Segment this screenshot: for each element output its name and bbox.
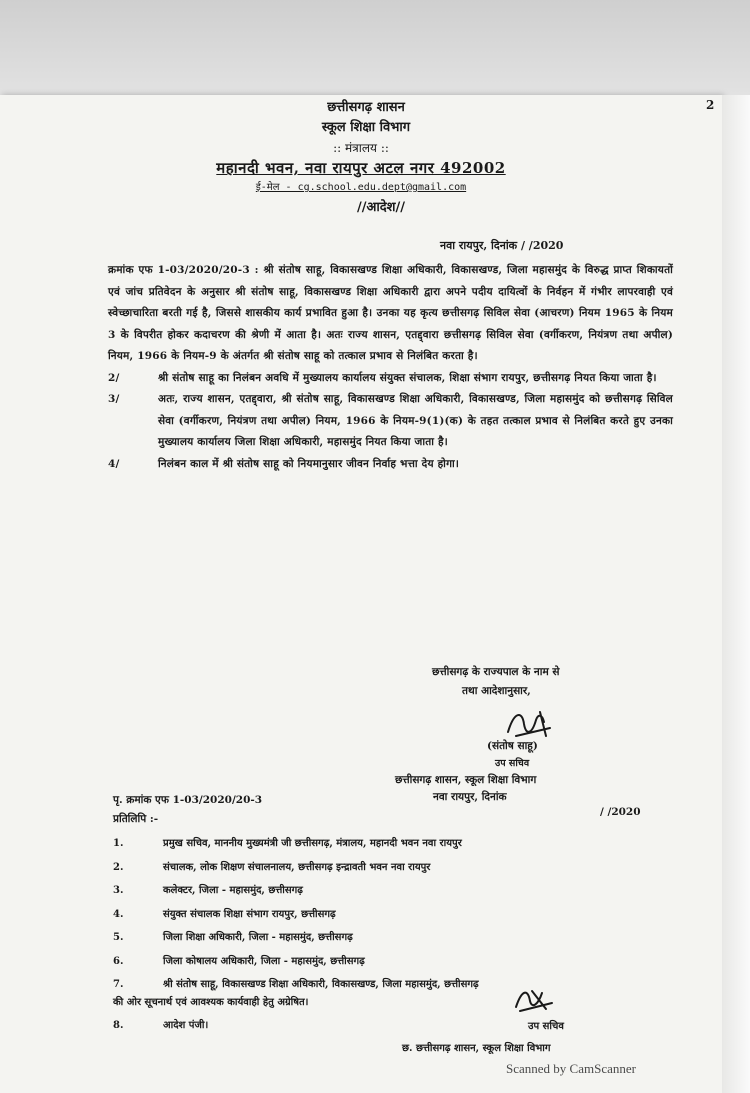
paragraph-text: अतः, राज्य शासन, एतद्द्वारा, श्री संतोष साहू, विकासखण्ड शिक्षा अधिकारी, विकासखण्ड, जिला महासमुंद को छत्तीसगढ़ सिविल सेवा (वर्गीकरण, नियंत्रण तथा अपील) नियम, 1966 के नियम-9(1)(क) के तहत तत्काल प्रभाव से निलंबित करते हुए उनका मुख्यालय कार्यालय जिला शिक्षा अधिकारी, महासमुंद नियत किया जाता है। xyxy=(158,393,673,448)
numbered-paragraph xyxy=(108,368,673,390)
main-paragraph: क्रमांक एफ 1-03/2020/20-3 : श्री संतोष साहू, विकासखण्ड शिक्षा अधिकारी, विकासखण्ड, जिला महासमुंद के विरुद्ध प्राप्त शिकायतों एवं जांच प्रतिवेदन के अनुसार श्री संतोष साहू, विकासखण्ड शिक्षा अधिकारी द्वारा अपने पदीय दायित्वों के निर्वहन में गंभीर लापरवाही एवं स्वेच्छाचारिता बरती गई है, जिससे शासकीय कार्य प्रभावित हुआ है। उनका यह कृत्य छत्तीसगढ़ सिविल सेवा (आचरण) नियम 1965 के नियम 3 के विपरीत होकर कदाचरण की श्रेणी में आता है। अतः राज्य शासन, एतद्द्वारा छत्तीसगढ़ सिविल सेवा (वर्गीकरण, नियंत्रण तथा अपील) नियम, 1966 के नियम-9 के अंतर्गत श्री संतोष साहू को तत्काल प्रभाव से निलंबित करता है। xyxy=(108,264,673,362)
signatory-designation: उप सचिव xyxy=(495,758,530,769)
list-text: जिला शिक्षा अधिकारी, जिला - महासमुंद, छत्तीसगढ़ xyxy=(163,932,353,943)
numbered-paragraph xyxy=(108,389,673,454)
list-number: 6. xyxy=(113,955,124,967)
list-text: प्रमुख सचिव, माननीय मुख्यमंत्री जी छत्तीसगढ़, मंत्रालय, महानदी भवन नवा रायपुर xyxy=(163,838,462,849)
footer-department: छ. छत्तीसगढ़ शासन, स्कूल शिक्षा विभाग xyxy=(402,1043,551,1054)
list-number: 8. xyxy=(113,1020,124,1031)
letterhead xyxy=(0,98,722,218)
scanner-watermark: Scanned by CamScanner xyxy=(506,1061,636,1076)
list-item xyxy=(113,926,673,950)
authority-line: छत्तीसगढ़ के राज्यपाल के नाम से xyxy=(432,666,560,678)
list-item xyxy=(113,856,673,880)
list-item-continuation xyxy=(113,991,673,1015)
list-number: 1. xyxy=(113,838,124,849)
authority-block xyxy=(432,663,560,701)
list-text: श्री संतोष साहू, विकासखण्ड शिक्षा अधिकारी, विकासखण्ड, जिला महासमुंद, छत्तीसगढ़ xyxy=(163,979,479,990)
scan-top-shadow xyxy=(0,0,750,95)
order-body xyxy=(108,260,673,475)
signatory-name: (संतोष साहू) xyxy=(487,740,538,752)
header-ministry: :: मंत्रालय :: xyxy=(333,141,389,155)
list-item xyxy=(113,832,673,856)
list-text: संचालक, लोक शिक्षण संचालनालय, छत्तीसगढ़ इन्द्रावती भवन नवा रायपुर xyxy=(163,861,431,873)
header-email: ई-मेल - cg.school.edu.dept@gmail.com xyxy=(255,182,467,193)
list-item xyxy=(113,1014,673,1038)
paragraph-number: 2/ xyxy=(108,371,120,384)
endorsement-number: पृ. क्रमांक एफ 1-03/2020/20-3 xyxy=(113,794,263,806)
list-item xyxy=(113,950,673,974)
list-number: 2. xyxy=(113,861,124,873)
copy-to-label: प्रतिलिपि :- xyxy=(113,813,159,825)
list-text: जिला कोषालय अधिकारी, जिला - महासमुंद, छत्तीसगढ़ xyxy=(163,955,365,967)
numbered-paragraph xyxy=(108,454,673,476)
list-text: कलेक्टर, जिला - महासमुंद, छत्तीसगढ़ xyxy=(163,885,303,896)
list-number: 4. xyxy=(113,908,124,920)
header-department: स्कूल शिक्षा विभाग xyxy=(321,120,411,135)
signatory-place: नवा रायपुर, दिनांक xyxy=(433,791,507,803)
header-order-title: //आदेश// xyxy=(356,200,406,215)
paragraph-number: 3/ xyxy=(108,393,120,405)
list-number: 7. xyxy=(113,979,124,990)
list-number: 3. xyxy=(113,885,124,896)
list-text: आदेश पंजी। xyxy=(163,1020,209,1031)
footer-signature-mark xyxy=(512,985,556,1013)
order-date: नवा रायपुर, दिनांक / /2020 xyxy=(440,239,564,252)
copy-list xyxy=(113,832,673,1038)
list-text: संयुक्त संचालक शिक्षा संभाग रायपुर, छत्तीसगढ़ xyxy=(163,908,336,920)
signatory-department: छत्तीसगढ़ शासन, स्कूल शिक्षा विभाग xyxy=(395,774,537,786)
list-item xyxy=(113,879,673,903)
endorsement-date: / /2020 xyxy=(600,806,641,818)
header-government: छत्तीसगढ़ शासन xyxy=(327,100,405,115)
signatory-block xyxy=(395,738,538,806)
paragraph-text: निलंबन काल में श्री संतोष साहू को नियमानुसार जीवन निर्वाह भत्ता देय होगा। xyxy=(158,457,460,470)
footer-signatory-designation: उप सचिव xyxy=(528,1021,564,1032)
signature-mark xyxy=(502,706,562,742)
list-item xyxy=(113,903,673,927)
paragraph-text: श्री संतोष साहू का निलंबन अवधि में मुख्यालय कार्यालय संयुक्त संचालक, शिक्षा संभाग रायपुर, छत्तीसगढ़ नियत किया जाता है। xyxy=(158,371,657,384)
paragraph-number: 4/ xyxy=(108,457,120,470)
header-address: महानदी भवन, नवा रायपुर अटल नगर 492002 xyxy=(216,159,506,177)
list-number: 5. xyxy=(113,932,124,943)
page-number: 2 xyxy=(706,98,715,112)
page-edge xyxy=(722,95,750,1093)
list-text: की ओर सूचनार्थ एवं आवश्यक कार्यवाही हेतु अग्रेषित। xyxy=(113,996,309,1008)
authority-line: तथा आदेशानुसार, xyxy=(462,685,531,697)
